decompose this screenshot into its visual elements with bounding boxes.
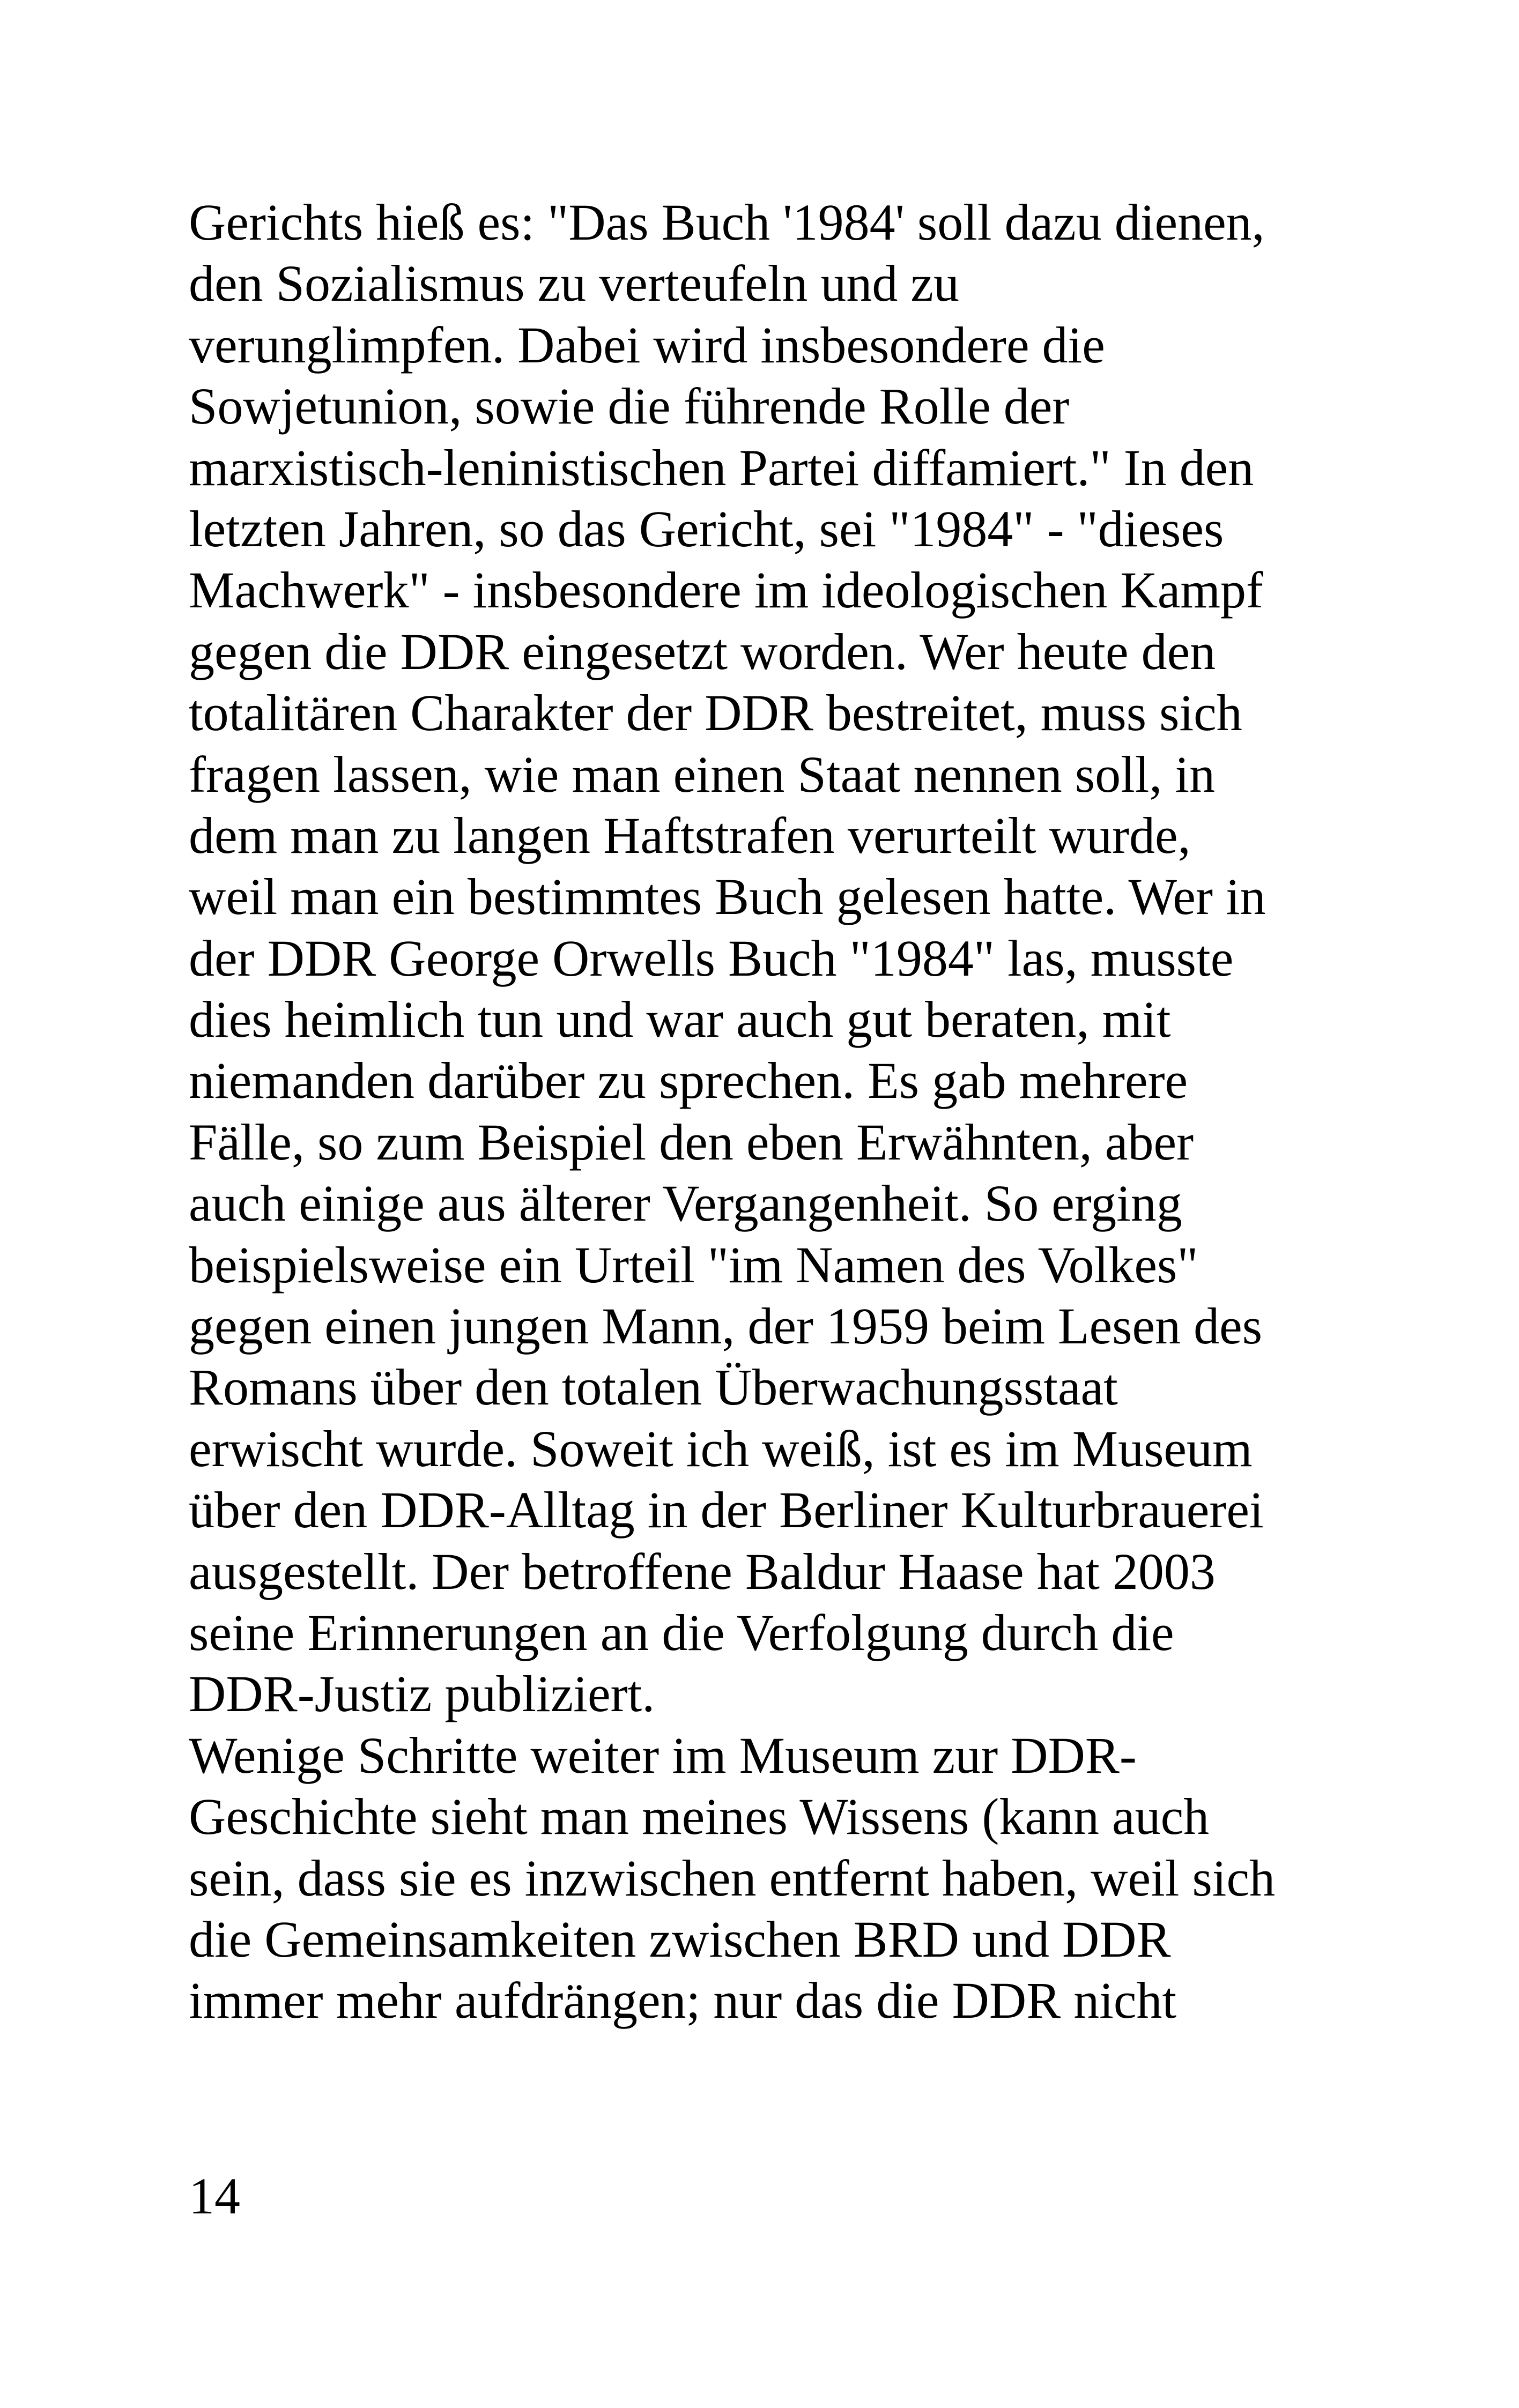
text-line: Wenige Schritte weiter im Museum zur DDR-: [189, 1726, 1137, 1784]
text-line: totalitären Charakter der DDR bestreitet, muss sich: [189, 684, 1242, 742]
text-line: der DDR George Orwells Buch "1984" las, musste: [189, 929, 1234, 987]
page-number: 14: [189, 2167, 240, 2225]
text-line: verunglimpfen. Dabei wird insbesondere die: [189, 316, 1105, 374]
text-line: Gerichts hieß es: "Das Buch '1984' soll dazu dienen,: [189, 194, 1265, 251]
text-line: den Sozialismus zu verteufeln und zu: [189, 255, 959, 313]
text-line: Fälle, so zum Beispiel den eben Erwähnten, aber: [189, 1113, 1194, 1171]
text-line: sein, dass sie es inzwischen entfernt haben, weil sich: [189, 1849, 1276, 1907]
text-line: Machwerk" - insbesondere im ideologischen Kampf: [189, 561, 1263, 619]
text-line: immer mehr aufdrängen; nur das die DDR nicht: [189, 1972, 1177, 2030]
text-line: Romans über den totalen Überwachungsstaat: [189, 1358, 1118, 1416]
text-line: ausgestellt. Der betroffene Baldur Haase hat 2003: [189, 1542, 1216, 1600]
text-line: gegen die DDR eingesetzt worden. Wer heute den: [189, 622, 1216, 680]
text-line: DDR-Justiz publiziert.: [189, 1665, 655, 1723]
text-line: auch einige aus älterer Vergangenheit. So erging: [189, 1175, 1182, 1232]
text-line: Geschichte sieht man meines Wissens (kann auch: [189, 1788, 1210, 1846]
text-line: die Gemeinsamkeiten zwischen BRD und DDR: [189, 1910, 1171, 1968]
text-line: dies heimlich tun und war auch gut beraten, mit: [189, 991, 1171, 1049]
body-text: [189, 192, 1368, 2032]
text-line: beispielsweise ein Urteil "im Namen des Volkes": [189, 1236, 1198, 1294]
text-line: seine Erinnerungen an die Verfolgung durch die: [189, 1603, 1174, 1661]
text-line: gegen einen jungen Mann, der 1959 beim Lesen des: [189, 1297, 1263, 1355]
text-line: dem man zu langen Haftstrafen verurteilt wurde,: [189, 806, 1191, 864]
text-line: marxistisch-leninistischen Partei diffamiert." In den: [189, 439, 1254, 496]
text-line: erwischt wurde. Soweit ich weiß, ist es im Museum: [189, 1419, 1253, 1477]
text-line: letzten Jahren, so das Gericht, sei "1984" - "dieses: [189, 500, 1224, 558]
text-line: Sowjetunion, sowie die führende Rolle der: [189, 377, 1070, 435]
text-line: fragen lassen, wie man einen Staat nennen soll, in: [189, 745, 1216, 803]
text-line: niemanden darüber zu sprechen. Es gab mehrere: [189, 1052, 1188, 1110]
text-line: weil man ein bestimmtes Buch gelesen hatte. Wer in: [189, 868, 1266, 926]
text-line: über den DDR-Alltag in der Berliner Kulturbrauerei: [189, 1481, 1264, 1539]
